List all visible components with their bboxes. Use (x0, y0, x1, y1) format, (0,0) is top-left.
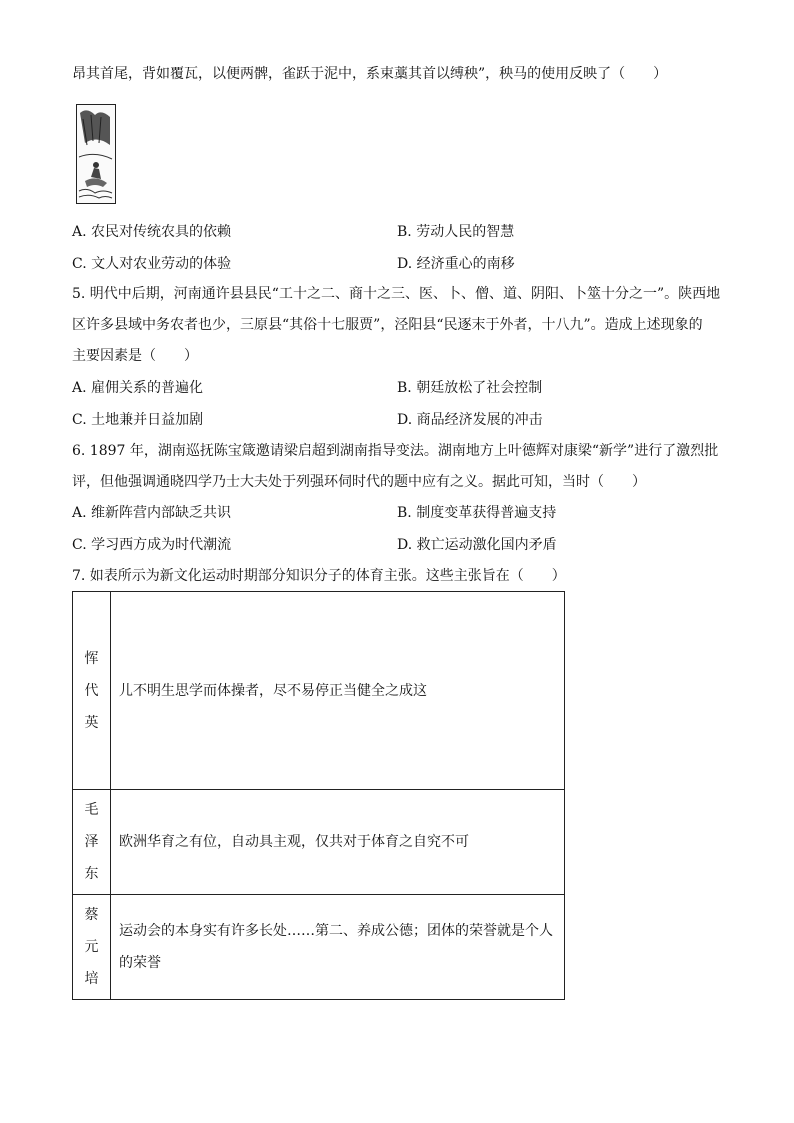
q5-stem-line: 主要因素是（ ） (72, 348, 198, 364)
table-row (73, 895, 565, 1000)
q7-stem: 7. 如表所示为新文化运动时期部分知识分子的体育主张。这些主张旨在（ ） (72, 568, 566, 584)
q6-option-b[interactable]: B. 制度变革获得普遍支持 (397, 505, 557, 521)
person-name: 蔡 元 培 (73, 895, 111, 1000)
sports-view-quote: 欧洲华育之有位，自动具主观，仅共对于体育之自究不可 (111, 790, 565, 895)
q6-stem-line: 评，但他强调通晓四学乃士大夫处于列强环伺时代的题中应有之义。据此可知，当时（ ） (72, 474, 646, 490)
yangma-woodcut-illustration (76, 104, 116, 204)
q4-option-b[interactable]: B. 劳动人民的智慧 (397, 224, 515, 240)
q6-stem-line: 6. 1897 年，湖南巡抚陈宝箴邀请梁启超到湖南指导变法。湖南地方上叶德辉对康梁“新学”进行了激烈批 (72, 443, 719, 459)
q6-option-d[interactable]: D. 救亡运动激化国内矛盾 (397, 537, 557, 553)
intellectuals-sports-views-table (72, 591, 565, 1000)
q4-stem: 昂其首尾，背如覆瓦，以便两髀，雀跃于泥中，系束藁其首以缚秧”，秧马的使用反映了（ ） (72, 66, 668, 82)
sports-view-quote: 运动会的本身实有许多长处……第二、养成公德；团体的荣誉就是个人 的荣誉 (111, 895, 565, 1000)
table-row (73, 592, 565, 790)
woodcut-drawing (77, 105, 114, 202)
sports-view-quote: 儿不明生思学而体操者，尽不易停正当健全之成这 (111, 592, 565, 790)
q5-stem-line: 5. 明代中后期，河南通许县县民“工十之二、商十之三、医、卜、僧、道、阴阳、卜筮十分之一”。陕西地 (72, 286, 721, 302)
q4-option-d[interactable]: D. 经济重心的南移 (397, 256, 515, 272)
q5-stem-line: 区许多县域中务农者也少，三原县“其俗十七服贾”，泾阳县“民逐末于外者，十八九”。造成上述现象的 (72, 317, 703, 333)
q6-option-a[interactable]: A. 维新阵营内部缺乏共识 (72, 505, 232, 521)
q6-option-c[interactable]: C. 学习西方成为时代潮流 (72, 537, 232, 553)
q5-option-b[interactable]: B. 朝廷放松了社会控制 (397, 380, 543, 396)
q5-option-c[interactable]: C. 土地兼并日益加剧 (72, 412, 204, 428)
q4-option-a[interactable]: A. 农民对传统农具的依赖 (72, 224, 232, 240)
table-row (73, 790, 565, 895)
q5-option-a[interactable]: A. 雇佣关系的普遍化 (72, 380, 204, 396)
q4-option-c[interactable]: C. 文人对农业劳动的体验 (72, 256, 232, 272)
person-name: 恽 代 英 (73, 592, 111, 790)
q5-option-d[interactable]: D. 商品经济发展的冲击 (397, 412, 543, 428)
person-name: 毛 泽 东 (73, 790, 111, 895)
